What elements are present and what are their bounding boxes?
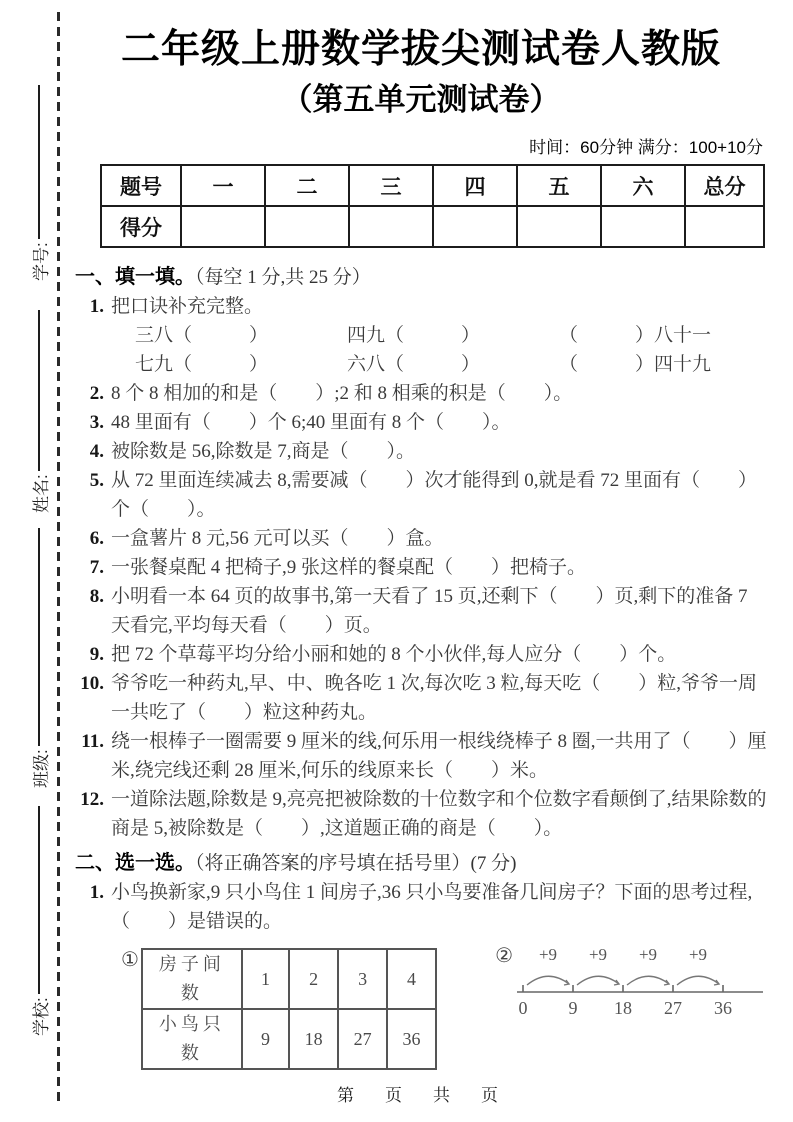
score-cell — [265, 206, 349, 247]
section-1-title: 一、填一填。 — [75, 266, 195, 288]
question-11-text: 绕一根棒子一圈需要 9 厘米的线,何乐用一根线绕棒子 8 圈,一共用了（ ）厘米,绕完线还剩 28 厘米,何乐的线原来长（ ）米。 — [111, 731, 767, 781]
page-footer: 第 页 共 页 — [337, 1086, 505, 1105]
question-9 — [75, 640, 767, 669]
question-7 — [75, 553, 767, 582]
section-2-question-1-text: 小鸟换新家,9 只小鸟住 1 间房子,36 只小鸟要准备几间房子？下面的思考过程,（ ）是错误的。 — [111, 882, 753, 932]
page-subtitle: （第五单元测试卷） — [281, 82, 561, 117]
section-2-title: 二、选一选。 — [75, 852, 195, 874]
rhyme-blank: 六八（ ） — [347, 354, 481, 375]
step-label: +9 — [638, 945, 658, 964]
score-cell — [517, 206, 601, 247]
question-6-text: 一盒薯片 8 元,56 元可以买（ ）盒。 — [111, 528, 444, 549]
birds-value: 9 — [242, 1009, 289, 1069]
section-2-question-1 — [75, 878, 767, 936]
rhyme-blank: 三八（ ） — [135, 325, 269, 346]
question-12-number: 12. — [80, 789, 104, 810]
table-row — [142, 949, 436, 1009]
question-7-number: 7. — [89, 557, 104, 578]
question-6-number: 6. — [89, 528, 104, 549]
rhyme-blank: 七九（ ） — [135, 354, 269, 375]
question-8 — [75, 582, 767, 640]
point-label: 36 — [714, 998, 732, 1018]
choice-options — [121, 945, 767, 1070]
point-label: 18 — [614, 998, 632, 1018]
score-header-cell: 一 — [181, 165, 265, 206]
houses-value: 1 — [242, 949, 289, 1009]
section-2-note: （将正确答案的序号填在括号里）(7 分) — [195, 853, 517, 874]
question-1-text: 把口诀补充完整。 — [111, 296, 264, 317]
student-id-blank-line — [38, 85, 40, 239]
choice-option-2 — [495, 944, 767, 1026]
step-arcs — [527, 976, 719, 985]
score-header-cell: 四 — [433, 165, 517, 206]
name-label: 姓名: — [31, 474, 51, 513]
birds-value: 36 — [387, 1009, 436, 1069]
question-9-number: 9. — [89, 644, 104, 665]
section-2-question-1-number: 1. — [89, 882, 104, 903]
houses-value: 3 — [338, 949, 387, 1009]
score-header-cell: 总分 — [685, 165, 764, 206]
score-table-header-row — [101, 165, 764, 206]
option-2-marker: ② — [495, 945, 513, 967]
question-12 — [75, 785, 767, 843]
option-1-marker: ① — [121, 949, 139, 971]
class-label: 班级: — [31, 749, 51, 788]
step-label: +9 — [688, 945, 708, 964]
score-header-cell: 题号 — [101, 165, 181, 206]
question-11 — [75, 727, 767, 785]
exam-paper — [75, 0, 767, 1070]
birds-value: 27 — [338, 1009, 387, 1069]
question-11-number: 11. — [81, 731, 104, 752]
step-label: +9 — [538, 945, 558, 964]
rhyme-blank: 四九（ ） — [347, 325, 481, 346]
questions-body — [75, 263, 767, 1070]
rhyme-blank: （ ）八十一 — [559, 325, 712, 346]
exam-info: 时间：60分钟 满分：100+10分 — [529, 138, 763, 157]
question-2-number: 2. — [89, 383, 104, 404]
question-4 — [75, 437, 767, 466]
score-header-cell: 五 — [517, 165, 601, 206]
score-table-score-row — [101, 206, 764, 247]
question-2-text: 8 个 8 相加的和是（ ）;2 和 8 相乘的积是（ ）。 — [111, 383, 573, 404]
question-4-number: 4. — [89, 441, 104, 462]
question-5 — [75, 466, 767, 524]
question-9-text: 把 72 个草莓平均分给小丽和她的 8 个小伙伴,每人应分（ ）个。 — [111, 644, 677, 665]
question-3 — [75, 408, 767, 437]
name-blank-line — [38, 310, 40, 471]
section-1-note: （每空 1 分,共 25 分） — [195, 267, 371, 288]
step-label: +9 — [588, 945, 608, 964]
multiplication-rhyme-row-1 — [75, 321, 767, 350]
page-title: 二年级上册数学拔尖测试卷人教版 — [120, 28, 721, 71]
section-1-heading — [75, 263, 767, 292]
score-header-cell: 三 — [349, 165, 433, 206]
score-cell — [601, 206, 685, 247]
houses-row-label: 房子间数 — [142, 949, 242, 1009]
question-5-text: 从 72 里面连续减去 8,需要减（ ）次才能得到 0,就是看 72 里面有（ ）个（ ）。 — [111, 470, 758, 520]
houses-value: 2 — [289, 949, 338, 1009]
number-line-diagram — [515, 944, 767, 1026]
question-7-text: 一张餐桌配 4 把椅子,9 张这样的餐桌配（ ）把椅子。 — [111, 557, 587, 578]
point-label: 0 — [518, 998, 528, 1018]
point-label: 27 — [664, 998, 682, 1018]
choice-option-1 — [121, 948, 437, 1070]
question-3-text: 48 里面有（ ）个 6;40 里面有 8 个（ ）。 — [111, 412, 511, 433]
score-cell — [433, 206, 517, 247]
birds-houses-table — [141, 948, 437, 1070]
score-table — [100, 164, 765, 248]
student-id-label: 学号: — [31, 242, 51, 281]
question-1 — [75, 292, 767, 321]
question-10-text: 爷爷吃一种药丸,早、中、晚各吃 1 次,每次吃 3 粒,每天吃（ ）粒,爷爷一周一共吃了（ ）粒这种药丸。 — [111, 673, 758, 723]
multiplication-rhyme-row-2 — [75, 350, 767, 379]
school-label: 学校: — [31, 997, 51, 1036]
question-2 — [75, 379, 767, 408]
birds-row-label: 小鸟只数 — [142, 1009, 242, 1069]
question-8-text: 小明看一本 64 页的故事书,第一天看了 15 页,还剩下（ ）页,剩下的准备 7 天看完,平均每天看（ ）页。 — [111, 586, 748, 636]
score-header-cell: 二 — [265, 165, 349, 206]
question-5-number: 5. — [89, 470, 104, 491]
question-12-text: 一道除法题,除数是 9,亮亮把被除数的十位数字和个位数字看颠倒了,结果除数的商是 5,被除数是（ ）,这道题正确的商是（ ）。 — [111, 789, 767, 839]
rhyme-blank: （ ）四十九 — [559, 354, 712, 375]
birds-value: 18 — [289, 1009, 338, 1069]
class-blank-line — [38, 528, 40, 746]
table-row — [142, 1009, 436, 1069]
question-4-text: 被除数是 56,除数是 7,商是（ ）。 — [111, 441, 416, 462]
question-10 — [75, 669, 767, 727]
score-cell — [349, 206, 433, 247]
section-2-heading — [75, 849, 767, 878]
question-3-number: 3. — [89, 412, 104, 433]
question-1-number: 1. — [89, 296, 104, 317]
question-6 — [75, 524, 767, 553]
score-cell — [685, 206, 764, 247]
score-cell — [181, 206, 265, 247]
point-label: 9 — [568, 998, 578, 1018]
score-header-cell: 六 — [601, 165, 685, 206]
score-row-label: 得分 — [101, 206, 181, 247]
question-10-number: 10. — [80, 673, 104, 694]
question-8-number: 8. — [89, 586, 104, 607]
houses-value: 4 — [387, 949, 436, 1009]
school-blank-line — [38, 806, 40, 994]
number-line-axis — [517, 985, 763, 992]
